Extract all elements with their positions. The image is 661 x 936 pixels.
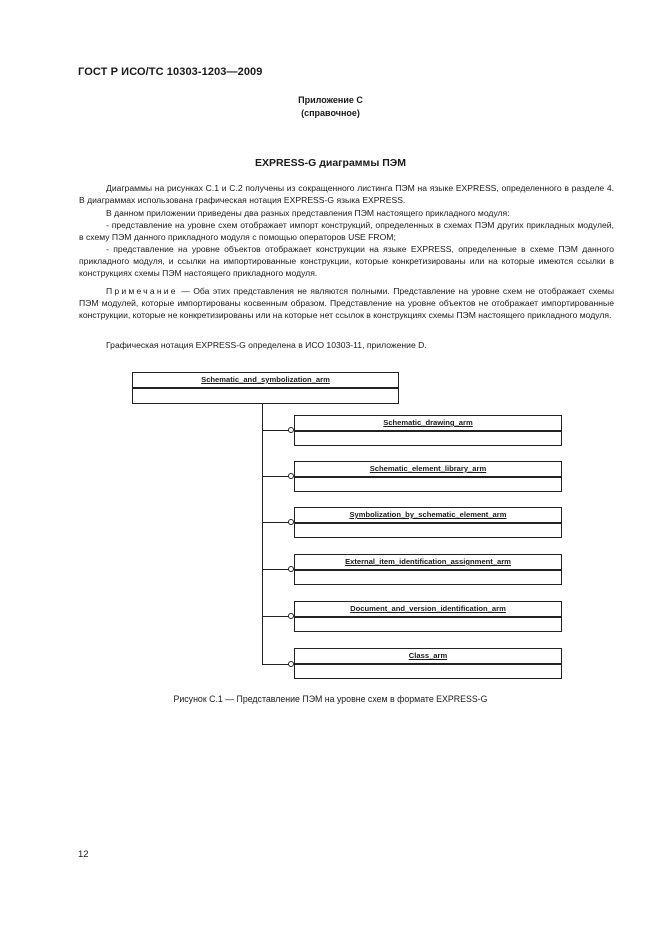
schema-box-root (132, 372, 399, 404)
section-title: EXPRESS-G диаграммы ПЭМ (255, 157, 406, 169)
schema-name: Symbolization_by_schematic_element_arm (295, 508, 561, 524)
paragraph-note (79, 285, 614, 322)
paragraph-schema-view: - представление на уровне схем отображает импорт конструкций, определенных в схемах ПЭМ других прикладных модулей, в схему ПЭМ данного прикладного модуля с помощью операторов USE FROM; (79, 220, 614, 243)
trunk-line (262, 404, 263, 665)
schema-name: Schematic_element_library_arm (295, 462, 561, 478)
note-label: Примечание (106, 286, 178, 296)
page-number: 12 (78, 849, 89, 860)
appendix-subtitle: (справочное) (301, 108, 360, 118)
schema-name: Schematic_drawing_arm (295, 416, 561, 432)
note-text: — Оба этих представления не являются полными. Представление на уровне схем не отображает схемы ПЭМ модулей, которые импортированы косвенным образом. Представление на уровне объектов не отображает импортированные конструкции, которые не конкретизированы или на которые нет ссылок в конструкциях схемы ПЭМ настоящего прикладного модуля. (79, 286, 614, 321)
document-header: ГОСТ Р ИСО/ТС 10303-1203—2009 (78, 66, 263, 78)
schema-box-child (294, 648, 562, 679)
figure-caption: Рисунок С.1 — Представление ПЭМ на уровне схем в формате EXPRESS-G (173, 694, 488, 704)
paragraph-intro: Диаграммы на рисунках С.1 и С.2 получены из сокращенного листинга ПЭМ на языке EXPRESS, определенного в разделе 4. В диаграммах использована графическая нотация EXPRESS-G языка EXPRESS. (79, 183, 614, 206)
schema-box-child (294, 415, 562, 446)
schema-name: Schematic_and_symbolization_arm (133, 373, 398, 389)
paragraph-views: В данном приложении приведены два разных представления ПЭМ настоящего прикладного модуля: (106, 208, 510, 218)
schema-box-child (294, 461, 562, 492)
paragraph-notation: Графическая нотация EXPRESS-G определена в ИСО 10303-11, приложение D. (106, 340, 427, 350)
schema-box-child (294, 507, 562, 538)
appendix-title: Приложение С (298, 95, 363, 105)
schema-name: External_item_identification_assignment_arm (295, 555, 561, 571)
schema-box-child (294, 554, 562, 585)
schema-name: Document_and_version_identification_arm (295, 602, 561, 618)
schema-name: Class_arm (295, 649, 561, 665)
schema-box-child (294, 601, 562, 632)
paragraph-object-view: - представление на уровне объектов отображает конструкции на языке EXPRESS, определенные в схеме ПЭМ данного прикладного модуля, и ссылки на импортированные конструкции, которые конкретизированы или на которые имеются ссылки в конструкциях схемы ПЭМ настоящего прикладного модуля. (79, 244, 614, 279)
